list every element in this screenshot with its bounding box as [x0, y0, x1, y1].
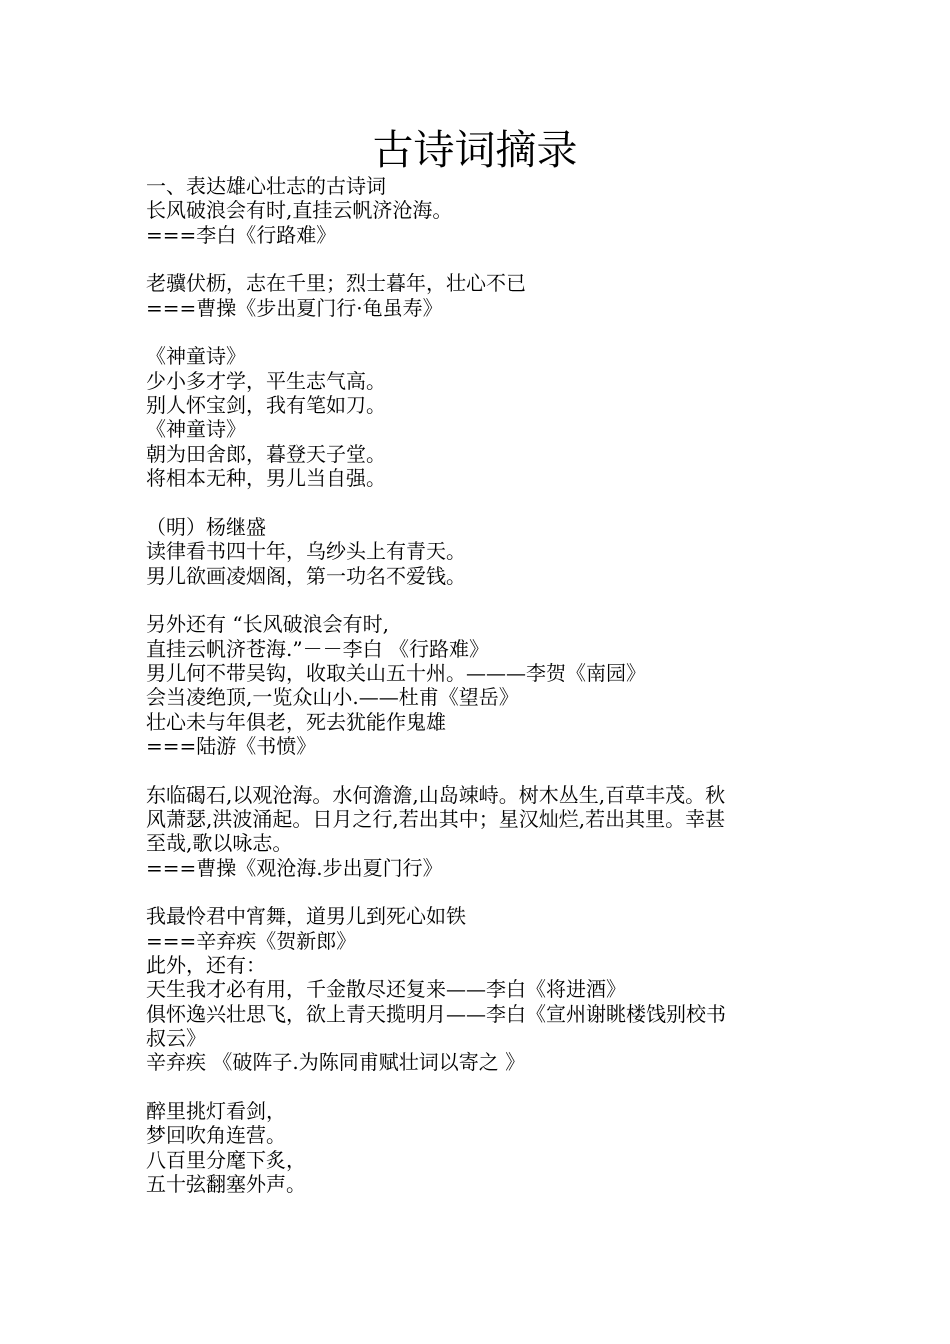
- blank-line: [146, 490, 810, 514]
- blank-line: [146, 247, 810, 271]
- poem-line: 长风破浪会有时,直挂云帆济沧海。: [146, 198, 453, 223]
- poem-line: 会当凌绝顶,一览众山小.——杜甫《望岳》: [146, 685, 519, 710]
- poem-line: 读律看书四十年，乌纱头上有青天。: [146, 539, 466, 564]
- poem-line: 将相本无种，男儿当自强。: [146, 466, 386, 491]
- blank-line: [146, 320, 810, 344]
- blank-line: [146, 588, 810, 612]
- poem-line: 别人怀宝剑，我有笔如刀。: [146, 393, 386, 418]
- intro-line: 此外，还有：: [146, 953, 266, 977]
- poem-line: 直挂云帆济苍海.”－－李白 《行路难》: [146, 636, 489, 661]
- attribution-line: 辛弃疾 《破阵子.为陈同甫赋壮词以寄之 》: [146, 1050, 526, 1075]
- poem-line: 俱怀逸兴壮思飞，欲上青天揽明月——李白《宣州谢眺楼饯别校书: [146, 1001, 726, 1026]
- document-title: 古诗词摘录: [372, 126, 578, 174]
- poem-line: 我最怜君中宵舞，道男儿到死心如铁: [146, 904, 466, 929]
- section-heading: 一、表达雄心壮志的古诗词: [146, 174, 386, 198]
- blank-line: [146, 880, 810, 904]
- poem-line: 少小多才学，平生志气高。: [146, 368, 386, 393]
- poem-line: 八百里分麾下炙，: [146, 1147, 306, 1172]
- document-body: [146, 174, 810, 1196]
- attribution-line: ===陆游《书愤》: [146, 733, 317, 758]
- poem-line: 朝为田舍郎，暮登天子堂。: [146, 441, 386, 466]
- poem-line: 男儿何不带吴钩，收取关山五十州。———李贺《南园》: [146, 660, 646, 685]
- poem-line: 叔云》: [146, 1026, 206, 1051]
- poem-line: 男儿欲画凌烟阁，第一功名不爱钱。: [146, 563, 466, 588]
- poem-line: 醉里挑灯看剑，: [146, 1099, 286, 1124]
- blank-line: [146, 758, 810, 782]
- poem-line: 五十弦翻塞外声。: [146, 1172, 306, 1197]
- prose-line: 东临碣石,以观沧海。水何澹澹,山岛竦峙。树木丛生,百草丰茂。秋: [146, 782, 726, 807]
- author-line: （明）杨继盛: [146, 514, 266, 539]
- attribution-line: ===李白《行路难》: [146, 222, 337, 247]
- poem-line: 天生我才必有用，千金散尽还复来——李白《将进酒》: [146, 977, 626, 1002]
- poem-line: 梦回吹角连营。: [146, 1123, 286, 1148]
- attribution-line: ===曹操《步出夏门行·龟虽寿》: [146, 295, 443, 320]
- poem-line: 老骥伏枥，志在千里；烈士暮年，壮心不已: [146, 271, 526, 296]
- attribution-line: ===曹操《观沧海.步出夏门行》: [146, 855, 443, 880]
- attribution-line: ===辛弃疾《贺新郎》: [146, 928, 357, 953]
- poem-title-line: 《神童诗》: [146, 344, 246, 369]
- poem-line: 另外还有 “长风破浪会有时,: [146, 612, 389, 637]
- poem-title-line: 《神童诗》: [146, 417, 246, 442]
- blank-line: [146, 1075, 810, 1099]
- prose-line: 风萧瑟,洪波涌起。日月之行,若出其中；星汉灿烂,若出其里。幸甚: [146, 806, 726, 831]
- prose-line: 至哉,歌以咏志。: [146, 831, 293, 856]
- poem-line: 壮心未与年俱老，死去犹能作鬼雄: [146, 709, 446, 734]
